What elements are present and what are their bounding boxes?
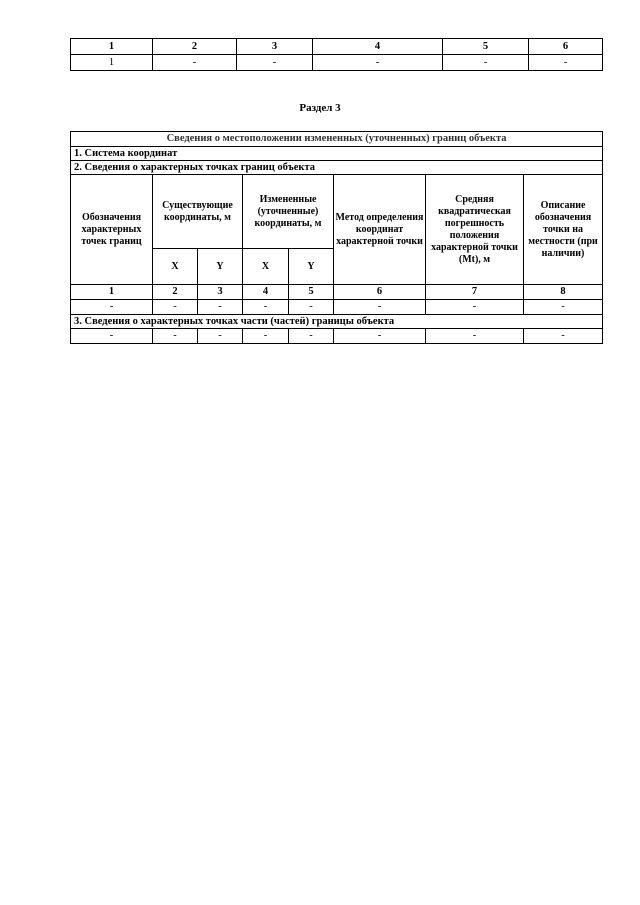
table-cell: - <box>334 329 426 344</box>
header-existing-coords: Существующие координаты, м <box>153 175 243 249</box>
table-row <box>71 329 603 344</box>
table-cell: - <box>426 329 524 344</box>
header-row <box>71 175 603 249</box>
table-cell: - <box>198 329 243 344</box>
table-cell: - <box>243 300 289 315</box>
table-cell: - <box>153 329 198 344</box>
table-cell: 1 <box>71 55 153 71</box>
boundary-points-table <box>70 131 603 344</box>
table-cell: - <box>426 300 524 315</box>
header-y: Y <box>198 249 243 285</box>
column-numbers-row <box>71 285 603 300</box>
table-cell: 3 <box>237 39 313 55</box>
header-description: Описание обозначения точки на местности (при наличии) <box>524 175 603 285</box>
table-cell: 2 <box>153 285 198 300</box>
table-cell: - <box>443 55 529 71</box>
header-x: X <box>153 249 198 285</box>
table-cell: 4 <box>313 39 443 55</box>
header-changed-coords: Измененные (уточненные) координаты, м <box>243 175 334 249</box>
table-cell: - <box>313 55 443 71</box>
table-cell: 1 <box>71 285 153 300</box>
boundary-points-row: 2. Сведения о характерных точках границ объекта <box>71 161 603 175</box>
table-cell: 8 <box>524 285 603 300</box>
table-row <box>71 55 603 71</box>
coordinate-system-row: 1. Система координат <box>71 147 603 161</box>
table-cell: - <box>198 300 243 315</box>
table-cell: 6 <box>529 39 603 55</box>
section-title: Раздел 3 <box>299 102 341 114</box>
table-cell: 2 <box>153 39 237 55</box>
table-cell: - <box>153 55 237 71</box>
table-cell: - <box>71 329 153 344</box>
header-error: Средняя квадратическая погрешность положения характерной точки (Mt), м <box>426 175 524 285</box>
table-cell: 5 <box>289 285 334 300</box>
table-cell: - <box>243 329 289 344</box>
table-cell: - <box>289 300 334 315</box>
table-cell: 5 <box>443 39 529 55</box>
table-cell: 3 <box>198 285 243 300</box>
table-cell: 4 <box>243 285 289 300</box>
part-boundary-points-row: 3. Сведения о характерных точках части (частей) границы объекта <box>71 315 603 329</box>
table-cell: 1 <box>71 39 153 55</box>
table-title: Сведения о местоположении измененных (уточненных) границ объекта <box>71 132 603 147</box>
header-method: Метод определения координат характерной точки <box>334 175 426 285</box>
table-cell: - <box>289 329 334 344</box>
header-point-designation: Обозначения характерных точек границ <box>71 175 153 285</box>
table-cell: - <box>334 300 426 315</box>
table-cell: - <box>153 300 198 315</box>
table-row <box>71 300 603 315</box>
table-cell: - <box>524 300 603 315</box>
table-cell: 6 <box>334 285 426 300</box>
header-y: Y <box>289 249 334 285</box>
continuation-table <box>70 38 603 71</box>
table-cell: - <box>71 300 153 315</box>
table-cell: - <box>237 55 313 71</box>
header-x: X <box>243 249 289 285</box>
table-cell: - <box>524 329 603 344</box>
table-cell: - <box>529 55 603 71</box>
table-header-row <box>71 39 603 55</box>
table-cell: 7 <box>426 285 524 300</box>
